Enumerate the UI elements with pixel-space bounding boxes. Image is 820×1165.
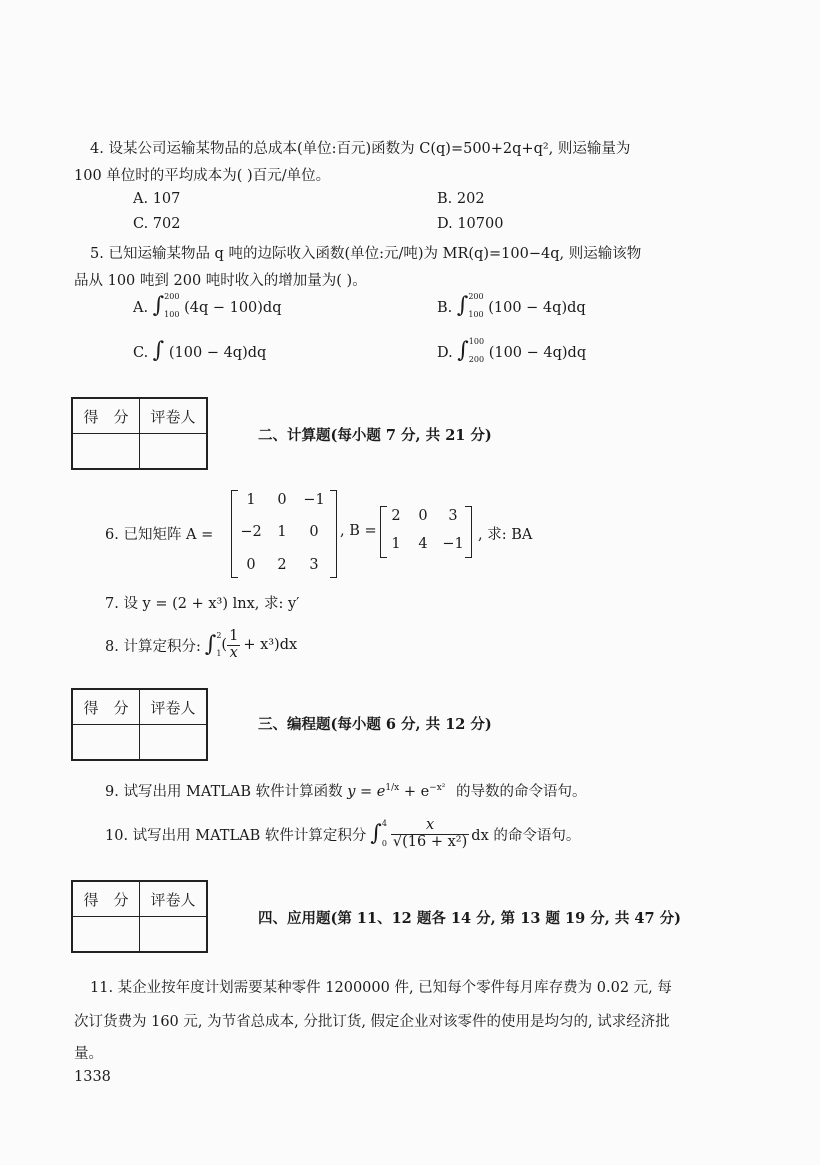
- lower-limit: 200: [468, 355, 485, 364]
- q9-exp2: −x²: [429, 783, 446, 793]
- fraction: [391, 818, 469, 849]
- q6-mid: , B =: [340, 523, 377, 539]
- q4-line2: 100 单位时的平均成本为( )百元/单位。: [74, 168, 331, 184]
- q6-suffix: , 求: BA: [478, 527, 533, 543]
- option-label: A.: [133, 300, 149, 316]
- option-label: D.: [437, 345, 453, 361]
- q4-option-a: A. 107: [133, 191, 181, 207]
- matrix-cell: 4: [418, 536, 428, 552]
- matrix-cell: 2: [391, 508, 401, 524]
- right-bracket: [330, 490, 337, 578]
- score-cell[interactable]: [72, 917, 140, 953]
- integral-sign: ∫: [152, 293, 165, 318]
- upper-limit: 100: [468, 337, 485, 346]
- lower-limit: 0: [381, 839, 387, 848]
- q10-line: [105, 812, 580, 856]
- score-cell[interactable]: [72, 725, 140, 761]
- q5-option-b: [437, 292, 586, 321]
- open-paren: (: [221, 637, 228, 653]
- page-number: 1338: [74, 1069, 111, 1085]
- integral-sign: ∫: [370, 821, 382, 846]
- matrix-a: [231, 490, 337, 578]
- fraction: [227, 629, 240, 660]
- matrix-cell: 0: [309, 524, 319, 540]
- q6-prefix: 6. 已知矩阵 A =: [105, 527, 214, 543]
- option-label: B.: [437, 300, 453, 316]
- section2-title: 二、计算题(每小题 7 分, 共 21 分): [258, 427, 492, 444]
- matrix-cell: 3: [448, 508, 458, 524]
- q9-func: y = e: [347, 784, 386, 800]
- q8-prefix: 8. 计算定积分:: [105, 638, 201, 655]
- q8-line: [105, 625, 297, 665]
- q4-option-d: D. 10700: [437, 216, 504, 232]
- matrix-cell: 0: [277, 492, 287, 508]
- integral-sign: ∫: [457, 338, 469, 363]
- score-cell[interactable]: [72, 434, 140, 470]
- score-label: 得 分: [72, 689, 140, 725]
- integrand: (100 − 4q)dq: [488, 345, 587, 361]
- reviewer-cell[interactable]: [140, 917, 208, 953]
- integrand: (100 − 4q)dq: [168, 345, 267, 361]
- integral-sign: ∫: [204, 632, 217, 657]
- q4-line1: 4. 设某公司运输某物品的总成本(单位:百元)函数为 C(q)=500+2q+q², 则运输量为: [90, 141, 631, 157]
- matrix-cell: 3: [309, 557, 319, 573]
- upper-limit: 4: [381, 819, 387, 828]
- q10-prefix: 10. 试写出用 MATLAB 软件计算定积分: [105, 827, 367, 844]
- reviewer-label: 评卷人: [140, 881, 208, 917]
- denominator: √(16 + x²): [392, 833, 468, 850]
- q11-line1: 11. 某企业按年度计划需要某种零件 1200000 件, 已知每个零件每月库存费为 0.02 元, 每: [90, 980, 672, 996]
- reviewer-label: 评卷人: [140, 689, 208, 725]
- reviewer-cell[interactable]: [140, 725, 208, 761]
- q5-option-d: [437, 337, 587, 366]
- matrix-cell: −2: [240, 524, 262, 540]
- matrix-b: [380, 506, 472, 558]
- q9-plus: + e: [399, 784, 430, 800]
- q9-suffix: 的导数的命令语句。: [456, 784, 587, 800]
- q9-line: [105, 780, 587, 801]
- q5-line2: 品从 100 吨到 200 吨时收入的增加量为( )。: [74, 273, 367, 289]
- integral-sign: ∫: [152, 338, 165, 363]
- grader-box-section3: [71, 688, 208, 761]
- section4-title: 四、应用题(第 11、12 题各 14 分, 第 13 题 19 分, 共 47 分): [258, 910, 681, 927]
- integrand: (100 − 4q)dq: [488, 300, 586, 316]
- matrix-cell: 1: [391, 536, 401, 552]
- matrix-cell: 0: [418, 508, 428, 524]
- matrix-cell: 1: [277, 524, 287, 540]
- q11-line3: 量。: [74, 1046, 103, 1062]
- denominator: x: [229, 644, 238, 661]
- q8-tail: + x³)dx: [243, 637, 298, 653]
- q5-option-c: [133, 340, 266, 362]
- integrand: (4q − 100)dq: [184, 300, 282, 316]
- upper-limit: 200: [164, 292, 180, 301]
- reviewer-cell[interactable]: [140, 434, 208, 470]
- lower-limit: 100: [468, 310, 484, 319]
- q9-prefix: 9. 试写出用 MATLAB 软件计算函数: [105, 784, 343, 800]
- q4-option-b: B. 202: [437, 191, 485, 207]
- q5-option-a: [133, 292, 282, 321]
- matrix-cell: 0: [246, 557, 256, 573]
- q5-line1: 5. 已知运输某物品 q 吨的边际收入函数(单位:元/吨)为 MR(q)=100−4q, 则运输该物: [90, 246, 642, 262]
- q4-option-c: C. 702: [133, 216, 181, 232]
- matrix-cell: −1: [303, 492, 325, 508]
- grader-box-section2: [71, 397, 208, 470]
- section3-title: 三、编程题(每小题 6 分, 共 12 分): [258, 716, 492, 733]
- option-label: C.: [133, 345, 149, 361]
- q11-line2: 次订货费为 160 元, 为节省总成本, 分批订货, 假定企业对该零件的使用是均匀的, 试求经济批: [74, 1014, 670, 1030]
- q10-suffix: dx 的命令语句。: [471, 827, 581, 844]
- lower-limit: 1: [216, 649, 222, 658]
- integral-sign: ∫: [456, 293, 469, 318]
- q9-exp1: 1/x: [385, 783, 400, 793]
- numerator: x: [391, 818, 469, 834]
- matrix-cell: 1: [246, 492, 256, 508]
- upper-limit: 2: [216, 631, 222, 640]
- lower-limit: 100: [164, 310, 180, 319]
- q7-text: 7. 设 y = (2 + x³) lnx, 求: y′: [105, 596, 300, 612]
- reviewer-label: 评卷人: [140, 398, 208, 434]
- matrix-cell: −1: [442, 536, 464, 552]
- score-label: 得 分: [72, 398, 140, 434]
- upper-limit: 200: [468, 292, 484, 301]
- numerator: 1: [229, 628, 239, 645]
- grader-box-section4: [71, 880, 208, 953]
- score-label: 得 分: [72, 881, 140, 917]
- matrix-cell: 2: [277, 557, 287, 573]
